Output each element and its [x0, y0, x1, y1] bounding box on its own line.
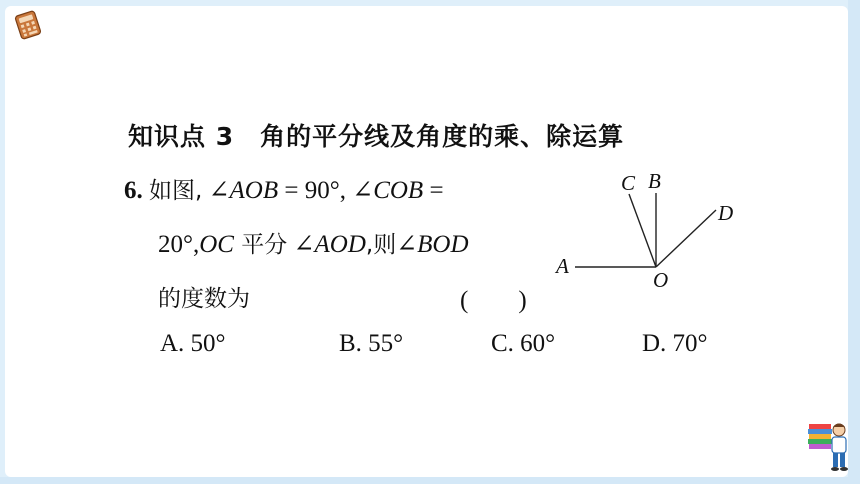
label-c: C — [621, 171, 636, 195]
ray-name: OC — [199, 231, 234, 258]
option-b: B. 55° — [339, 330, 404, 357]
option-c: C. 60° — [491, 330, 556, 357]
label-a: A — [556, 254, 569, 278]
angle-symbol: ∠ — [293, 231, 315, 258]
question-text: 如图, — [149, 178, 203, 204]
ray-oc — [629, 194, 656, 267]
question-text: 的度数为 — [158, 286, 250, 312]
angle-symbol: ∠ — [352, 177, 374, 204]
question-line-3 — [158, 280, 250, 313]
label-d: D — [718, 201, 734, 225]
calculator-icon — [12, 10, 44, 40]
ray-od — [656, 210, 716, 267]
right-border-strip — [848, 0, 860, 484]
question-line-2 — [158, 226, 469, 259]
question-text: ,则 — [365, 232, 397, 258]
bottom-border-strip — [0, 477, 860, 484]
kid-carrying-books-icon — [803, 418, 853, 478]
question-text: 平分 — [233, 232, 288, 258]
answer-blank: ( ) — [460, 287, 527, 314]
angle-symbol: ∠ — [396, 231, 418, 258]
angle-symbol: ∠ — [208, 177, 230, 204]
equation-text: = 90°, — [278, 177, 346, 204]
angle-name: AOD — [314, 231, 366, 258]
section-heading: 知识点 3 角的平分线及角度的乘、除运算 — [128, 122, 625, 151]
angle-name: BOD — [417, 231, 469, 258]
option-a: A. 50° — [160, 330, 226, 357]
angle-figure — [553, 166, 753, 292]
angle-name: COB — [373, 177, 424, 204]
label-b: B — [648, 169, 661, 193]
question-line-1 — [124, 172, 444, 205]
label-o: O — [653, 268, 669, 292]
question-number: 6. — [124, 177, 143, 204]
equation-text: 20°, — [158, 231, 200, 258]
equation-text: = — [423, 177, 444, 204]
angle-name: AOB — [229, 177, 279, 204]
option-d: D. 70° — [642, 330, 708, 357]
